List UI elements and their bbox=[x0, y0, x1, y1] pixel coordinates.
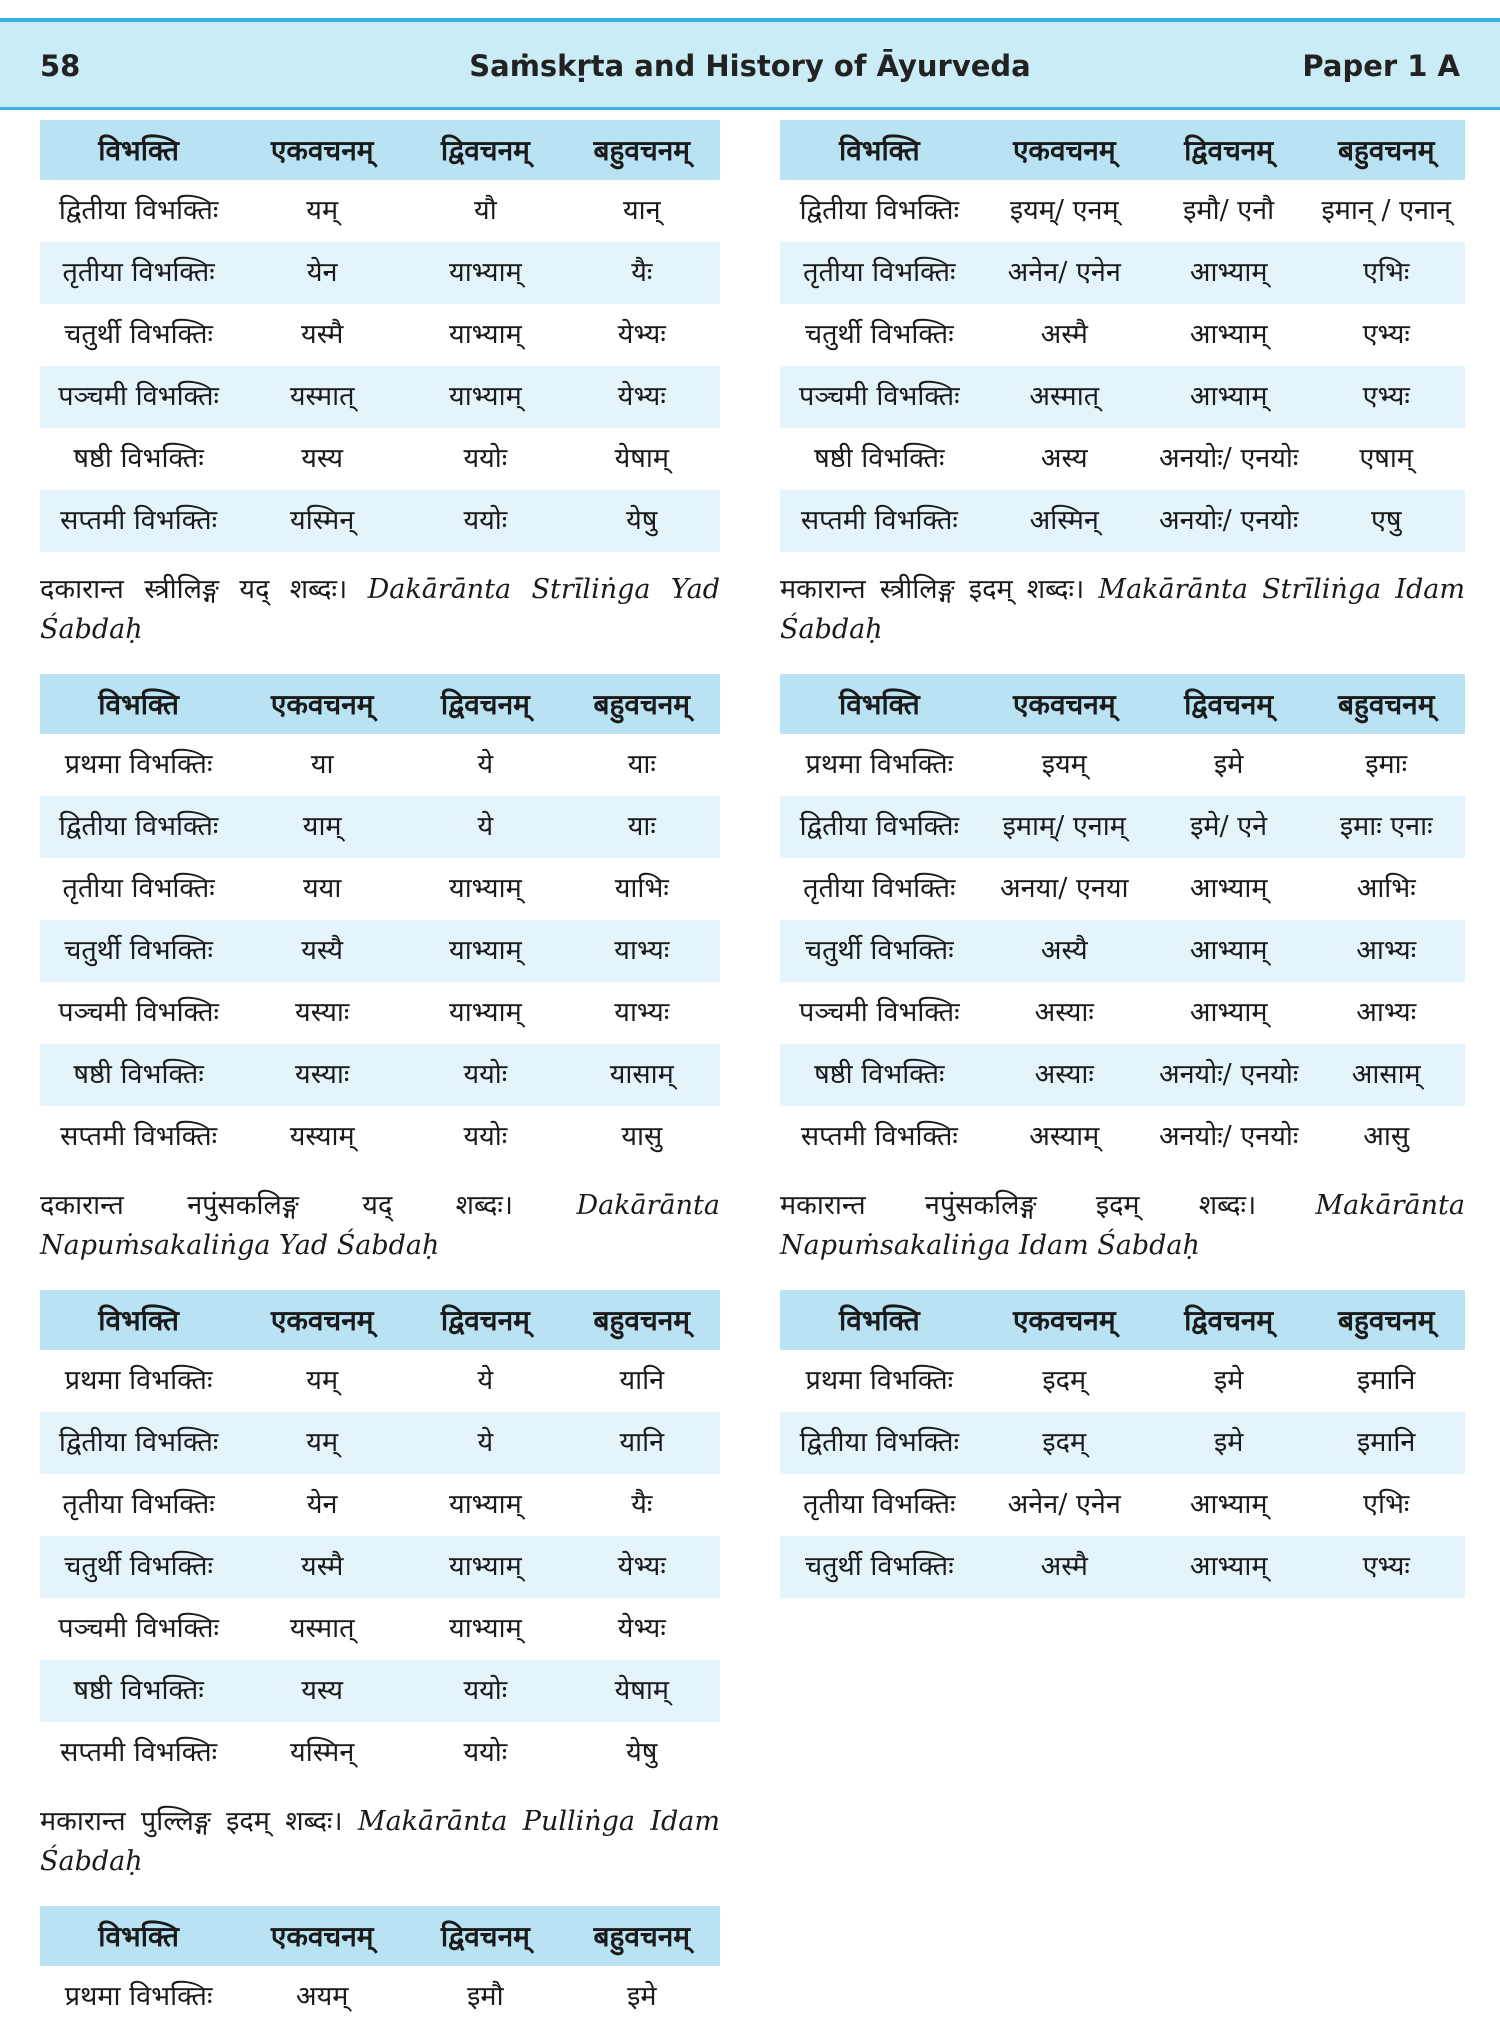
table-row bbox=[780, 734, 1465, 796]
case-label-cell: चतुर्थी विभक्तिः bbox=[780, 920, 979, 982]
column-header: बहुवचनम् bbox=[1307, 120, 1465, 180]
form-cell: एभ्यः bbox=[1307, 366, 1465, 428]
caption-roman: Makārānta Pulliṅga Idam Śabdaḥ bbox=[40, 1806, 720, 1877]
table-row bbox=[40, 858, 720, 920]
declension-caption bbox=[780, 1186, 1465, 1266]
case-label-cell: प्रथमा विभक्तिः bbox=[64, 1981, 213, 2012]
form-cell: याभ्याम् bbox=[449, 319, 522, 350]
form-cell: याभिः bbox=[614, 873, 669, 904]
form-cell: इमौ/ एनौ bbox=[1183, 195, 1275, 226]
declension-table bbox=[40, 674, 720, 1168]
form-cell: ये bbox=[407, 1412, 563, 1474]
form-cell: या bbox=[310, 749, 334, 780]
form-cell: यासाम् bbox=[564, 1044, 720, 1106]
table-row bbox=[780, 920, 1465, 982]
form-cell: ये bbox=[407, 796, 563, 858]
table-row bbox=[780, 428, 1465, 490]
table-row bbox=[40, 1660, 720, 1722]
form-cell: ये bbox=[477, 1365, 494, 1396]
form-cell: इमे bbox=[627, 1981, 657, 2012]
caption-roman: Dakārānta Strīliṅga Yad Śabdaḥ bbox=[40, 574, 720, 645]
column-header: द्विवचनम् bbox=[1150, 674, 1308, 734]
table-row bbox=[40, 1044, 720, 1106]
case-label-cell: षष्ठी विभक्तिः bbox=[780, 1044, 979, 1106]
case-label-cell: द्वितीया विभक्तिः bbox=[58, 195, 219, 226]
caption-roman: Makārānta Strīliṅga Idam Śabdaḥ bbox=[780, 574, 1465, 645]
caption-roman: Makārānta Napuṁsakaliṅga Idam Śabdaḥ bbox=[780, 1190, 1465, 1261]
caption-devanagari: मकारान्त नपुंसकलिङ्ग इदम् शब्दः। bbox=[780, 1190, 1257, 1221]
case-label-cell: सप्तमी विभक्तिः bbox=[60, 1737, 218, 1768]
form-cell: इमाम्/ एनाम् bbox=[979, 796, 1150, 858]
case-label-cell: प्रथमा विभक्तिः bbox=[64, 749, 213, 780]
form-cell: अनेन/ एनेन bbox=[1007, 1489, 1121, 1520]
form-cell: इमौ bbox=[467, 1981, 504, 2012]
form-cell: याभ्यः bbox=[614, 997, 670, 1028]
declension-table bbox=[40, 120, 720, 552]
case-label-cell: प्रथमा विभक्तिः bbox=[805, 749, 954, 780]
column-header: विभक्ति bbox=[40, 1290, 237, 1350]
column-header: बहुवचनम् bbox=[564, 1906, 720, 1966]
table-header-row bbox=[780, 674, 1465, 734]
form-cell: अनेन/ एनेन bbox=[979, 242, 1150, 304]
left-column bbox=[40, 120, 720, 2028]
form-cell: येषाम् bbox=[564, 1660, 720, 1722]
form-cell: अस्मात् bbox=[979, 366, 1150, 428]
form-cell: याम् bbox=[237, 796, 407, 858]
form-cell: अस्याः bbox=[979, 1044, 1150, 1106]
case-label-cell: षष्ठी विभक्तिः bbox=[814, 443, 945, 474]
case-label-cell: पञ्चमी विभक्तिः bbox=[58, 997, 219, 1028]
form-cell: आभ्यः bbox=[1356, 997, 1417, 1028]
case-label-cell: पञ्चमी विभक्तिः bbox=[798, 997, 960, 1028]
case-label-cell: प्रथमा विभक्तिः bbox=[64, 1365, 213, 1396]
table-row bbox=[780, 366, 1465, 428]
table-row bbox=[780, 1106, 1465, 1168]
case-label-cell: द्वितीया विभक्तिः bbox=[40, 796, 237, 858]
form-cell: इमाः एनाः bbox=[1307, 796, 1465, 858]
form-cell: यस्मिन् bbox=[290, 1737, 355, 1768]
column-header: द्विवचनम् bbox=[407, 674, 563, 734]
form-cell: याभ्यः bbox=[564, 920, 720, 982]
form-cell: ययोः bbox=[463, 1121, 508, 1152]
table-row bbox=[40, 428, 720, 490]
table-header-row bbox=[40, 1906, 720, 1966]
declension-table bbox=[40, 1906, 720, 2028]
form-cell: याभ्याम् bbox=[449, 873, 522, 904]
case-label-cell: चतुर्थी विभक्तिः bbox=[40, 920, 237, 982]
form-cell: एभिः bbox=[1307, 242, 1465, 304]
form-cell: अनयोः/ एनयोः bbox=[1158, 1121, 1299, 1152]
column-header: द्विवचनम् bbox=[407, 1906, 563, 1966]
case-label-cell: पञ्चमी विभक्तिः bbox=[40, 366, 237, 428]
form-cell: अनया/ एनया bbox=[1000, 873, 1129, 904]
table-row bbox=[40, 1412, 720, 1474]
declension-table bbox=[40, 1290, 720, 1784]
form-cell: यस्य bbox=[237, 1660, 407, 1722]
form-cell: याभ्याम् bbox=[407, 242, 563, 304]
form-cell: आभ्याम् bbox=[1189, 997, 1268, 1028]
case-label-cell: तृतीया विभक्तिः bbox=[40, 242, 237, 304]
table-row bbox=[40, 366, 720, 428]
form-cell: एषु bbox=[1307, 490, 1465, 552]
form-cell: यस्यै bbox=[237, 920, 407, 982]
case-label-cell: तृतीया विभक्तिः bbox=[62, 873, 215, 904]
case-label-cell: चतुर्थी विभक्तिः bbox=[780, 1536, 979, 1598]
form-cell: इमे bbox=[1213, 1365, 1244, 1396]
form-cell: आभिः bbox=[1356, 873, 1416, 904]
form-cell: आसाम् bbox=[1307, 1044, 1465, 1106]
table-row bbox=[40, 796, 720, 858]
column-header: बहुवचनम् bbox=[564, 674, 720, 734]
form-cell: आभ्याम् bbox=[1189, 873, 1268, 904]
column-header: एकवचनम् bbox=[979, 674, 1150, 734]
caption-devanagari: मकारान्त स्त्रीलिङ्ग इदम् शब्दः। bbox=[780, 574, 1085, 605]
form-cell: आभ्याम् bbox=[1150, 920, 1308, 982]
table-row bbox=[40, 1350, 720, 1412]
form-cell: याभ्याम् bbox=[407, 920, 563, 982]
table-row bbox=[40, 1106, 720, 1168]
declension-caption bbox=[40, 1186, 720, 1266]
case-label-cell: सप्तमी विभक्तिः bbox=[800, 1121, 958, 1152]
form-cell: येषु bbox=[626, 1737, 658, 1768]
form-cell: याभ्याम् bbox=[407, 366, 563, 428]
case-label-cell: सप्तमी विभक्तिः bbox=[60, 1121, 218, 1152]
form-cell: ययोः bbox=[463, 443, 508, 474]
page-header bbox=[0, 18, 1500, 110]
case-label-cell: तृतीया विभक्तिः bbox=[803, 1489, 956, 1520]
form-cell: इमे bbox=[1150, 1412, 1308, 1474]
form-cell: आभ्याम् bbox=[1189, 1489, 1268, 1520]
case-label-cell: चतुर्थी विभक्तिः bbox=[64, 319, 213, 350]
case-label-cell: प्रथमा विभक्तिः bbox=[805, 1365, 954, 1396]
column-header: बहुवचनम् bbox=[1307, 1290, 1465, 1350]
column-header: बहुवचनम् bbox=[564, 120, 720, 180]
form-cell: याः bbox=[564, 796, 720, 858]
column-header: विभक्ति bbox=[40, 1906, 237, 1966]
declension-table bbox=[780, 1290, 1465, 1598]
form-cell: ये bbox=[477, 749, 494, 780]
column-header: एकवचनम् bbox=[237, 1906, 407, 1966]
column-header: विभक्ति bbox=[780, 1290, 979, 1350]
form-cell: इयम्/ एनम् bbox=[1009, 195, 1119, 226]
table-row bbox=[40, 1536, 720, 1598]
form-cell: येन bbox=[237, 242, 407, 304]
form-cell: एभ्यः bbox=[1362, 319, 1410, 350]
form-cell: इयम् bbox=[1041, 749, 1087, 780]
table-header-row bbox=[780, 1290, 1465, 1350]
case-label-cell: चतुर्थी विभक्तिः bbox=[40, 1536, 237, 1598]
form-cell: अनयोः/ एनयोः bbox=[1158, 443, 1299, 474]
case-label-cell: तृतीया विभक्तिः bbox=[780, 242, 979, 304]
form-cell: इमाः bbox=[1365, 749, 1408, 780]
table-row bbox=[780, 180, 1465, 242]
form-cell: इमान् / एनान् bbox=[1321, 195, 1451, 226]
table-row bbox=[780, 304, 1465, 366]
form-cell: यौ bbox=[474, 195, 497, 226]
form-cell: यस्मात् bbox=[289, 1613, 355, 1644]
table-row bbox=[780, 490, 1465, 552]
form-cell: ययोः bbox=[407, 1044, 563, 1106]
table-row bbox=[780, 1350, 1465, 1412]
form-cell: यस्मै bbox=[237, 1536, 407, 1598]
form-cell: यान् bbox=[622, 195, 661, 226]
case-label-cell: षष्ठी विभक्तिः bbox=[40, 1660, 237, 1722]
case-label-cell: सप्तमी विभक्तिः bbox=[780, 490, 979, 552]
form-cell: यस्मिन् bbox=[237, 490, 407, 552]
table-row bbox=[40, 920, 720, 982]
table-row bbox=[40, 304, 720, 366]
form-cell: अस्मै bbox=[979, 1536, 1150, 1598]
form-cell: यया bbox=[303, 873, 342, 904]
right-column bbox=[780, 120, 1465, 1598]
column-header: विभक्ति bbox=[40, 120, 237, 180]
caption-devanagari: दकारान्त स्त्रीलिङ्ग यद् शब्दः। bbox=[40, 574, 348, 605]
case-label-cell: तृतीया विभक्तिः bbox=[62, 1489, 215, 1520]
table-row bbox=[40, 982, 720, 1044]
form-cell: यस्य bbox=[301, 443, 344, 474]
form-cell: इदम् bbox=[1042, 1365, 1087, 1396]
caption-devanagari: मकारान्त पुल्लिङ्ग इदम् शब्दः। bbox=[40, 1806, 343, 1837]
form-cell: अस्मिन् bbox=[979, 490, 1150, 552]
form-cell: यस्मात् bbox=[237, 366, 407, 428]
form-cell: ययोः bbox=[463, 1737, 508, 1768]
form-cell: आभ्याम् bbox=[1189, 319, 1268, 350]
form-cell: इमे/ एने bbox=[1150, 796, 1308, 858]
table-row bbox=[40, 180, 720, 242]
caption-roman: Dakārānta Napuṁsakaliṅga Yad Śabdaḥ bbox=[40, 1190, 720, 1261]
case-label-cell: तृतीया विभक्तिः bbox=[803, 873, 956, 904]
form-cell: यैः bbox=[564, 242, 720, 304]
form-cell: यम् bbox=[306, 1365, 339, 1396]
column-header: विभक्ति bbox=[780, 674, 979, 734]
declension-table bbox=[780, 674, 1465, 1168]
form-cell: अयम् bbox=[295, 1981, 349, 2012]
form-cell: अस्मै bbox=[1040, 319, 1088, 350]
form-cell: येषु bbox=[564, 490, 720, 552]
form-cell: याभ्याम् bbox=[407, 1536, 563, 1598]
column-header: बहुवचनम् bbox=[1307, 674, 1465, 734]
running-title: Saṁskṛta and History of Āyurveda bbox=[469, 49, 1031, 83]
form-cell: एषाम् bbox=[1359, 443, 1414, 474]
form-cell: याभ्याम् bbox=[449, 1613, 522, 1644]
form-cell: यस्याः bbox=[295, 997, 350, 1028]
column-header: द्विवचनम् bbox=[1150, 120, 1308, 180]
column-header: द्विवचनम् bbox=[1150, 1290, 1308, 1350]
table-row bbox=[40, 242, 720, 304]
column-header: एकवचनम् bbox=[237, 120, 407, 180]
declension-table bbox=[780, 120, 1465, 552]
form-cell: इमानि bbox=[1357, 1365, 1416, 1396]
form-cell: एभिः bbox=[1363, 1489, 1410, 1520]
form-cell: याः bbox=[627, 749, 656, 780]
table-header-row bbox=[40, 674, 720, 734]
form-cell: अस्याम् bbox=[1029, 1121, 1100, 1152]
form-cell: एभ्यः bbox=[1307, 1536, 1465, 1598]
form-cell: येभ्यः bbox=[564, 366, 720, 428]
form-cell: यासु bbox=[621, 1121, 663, 1152]
case-label-cell: पञ्चमी विभक्तिः bbox=[58, 1613, 219, 1644]
form-cell: येषाम् bbox=[614, 443, 669, 474]
table-header-row bbox=[40, 120, 720, 180]
table-row bbox=[40, 490, 720, 552]
table-row bbox=[780, 1044, 1465, 1106]
form-cell: यम् bbox=[306, 195, 339, 226]
form-cell: इमे bbox=[1213, 749, 1244, 780]
case-label-cell: द्वितीया विभक्तिः bbox=[780, 1412, 979, 1474]
table-row bbox=[40, 1966, 720, 2028]
column-header: द्विवचनम् bbox=[407, 1290, 563, 1350]
column-header: एकवचनम् bbox=[979, 120, 1150, 180]
form-cell: आभ्याम् bbox=[1150, 366, 1308, 428]
form-cell: याभ्याम् bbox=[449, 1489, 522, 1520]
table-header-row bbox=[780, 120, 1465, 180]
form-cell: आभ्याम् bbox=[1150, 242, 1308, 304]
form-cell: अस्यै bbox=[979, 920, 1150, 982]
table-row bbox=[40, 1722, 720, 1784]
table-row bbox=[780, 982, 1465, 1044]
form-cell: अनयोः/ एनयोः bbox=[1150, 490, 1308, 552]
page-number: 58 bbox=[40, 49, 81, 83]
form-cell: येन bbox=[306, 1489, 338, 1520]
declension-caption bbox=[40, 1802, 720, 1882]
table-row bbox=[40, 1474, 720, 1536]
column-header: एकवचनम् bbox=[237, 1290, 407, 1350]
column-header: द्विवचनम् bbox=[407, 120, 563, 180]
table-row bbox=[780, 796, 1465, 858]
declension-caption bbox=[40, 570, 720, 650]
form-cell: अनयोः/ एनयोः bbox=[1150, 1044, 1308, 1106]
declension-caption bbox=[780, 570, 1465, 650]
form-cell: ययोः bbox=[407, 490, 563, 552]
table-row bbox=[40, 734, 720, 796]
caption-devanagari: दकारान्त नपुंसकलिङ्ग यद् शब्दः। bbox=[40, 1190, 514, 1221]
form-cell: आभ्यः bbox=[1307, 920, 1465, 982]
table-row bbox=[780, 1536, 1465, 1598]
form-cell: ययोः bbox=[407, 1660, 563, 1722]
table-row bbox=[780, 1412, 1465, 1474]
form-cell: यम् bbox=[237, 1412, 407, 1474]
form-cell: इदम् bbox=[979, 1412, 1150, 1474]
form-cell: इमानि bbox=[1307, 1412, 1465, 1474]
form-cell: अस्य bbox=[1040, 443, 1088, 474]
case-label-cell: पञ्चमी विभक्तिः bbox=[780, 366, 979, 428]
form-cell: यस्याम् bbox=[289, 1121, 355, 1152]
case-label-cell: षष्ठी विभक्तिः bbox=[40, 1044, 237, 1106]
table-header-row bbox=[40, 1290, 720, 1350]
form-cell: येभ्यः bbox=[564, 1536, 720, 1598]
table-row bbox=[40, 1598, 720, 1660]
case-label-cell: द्वितीया विभक्तिः bbox=[799, 195, 960, 226]
form-cell: यस्मै bbox=[301, 319, 344, 350]
form-cell: यस्याः bbox=[237, 1044, 407, 1106]
form-cell: येभ्यः bbox=[617, 319, 666, 350]
form-cell: आभ्याम् bbox=[1150, 1536, 1308, 1598]
form-cell: येभ्यः bbox=[617, 1613, 666, 1644]
column-header: विभक्ति bbox=[40, 674, 237, 734]
column-header: बहुवचनम् bbox=[564, 1290, 720, 1350]
table-row bbox=[780, 858, 1465, 920]
form-cell: यानि bbox=[619, 1365, 665, 1396]
form-cell: आसु bbox=[1363, 1121, 1410, 1152]
table-row bbox=[780, 1474, 1465, 1536]
table-row bbox=[780, 242, 1465, 304]
case-label-cell: द्वितीया विभक्तिः bbox=[40, 1412, 237, 1474]
form-cell: यैः bbox=[631, 1489, 653, 1520]
paper-label: Paper 1 A bbox=[1302, 49, 1460, 83]
form-cell: याभ्याम् bbox=[449, 997, 522, 1028]
column-header: विभक्ति bbox=[780, 120, 979, 180]
form-cell: अस्याः bbox=[1034, 997, 1094, 1028]
case-label-cell: चतुर्थी विभक्तिः bbox=[804, 319, 954, 350]
column-header: एकवचनम् bbox=[237, 674, 407, 734]
case-label-cell: द्वितीया विभक्तिः bbox=[780, 796, 979, 858]
form-cell: यानि bbox=[564, 1412, 720, 1474]
case-label-cell: षष्ठी विभक्तिः bbox=[73, 443, 204, 474]
case-label-cell: सप्तमी विभक्तिः bbox=[40, 490, 237, 552]
column-header: एकवचनम् bbox=[979, 1290, 1150, 1350]
